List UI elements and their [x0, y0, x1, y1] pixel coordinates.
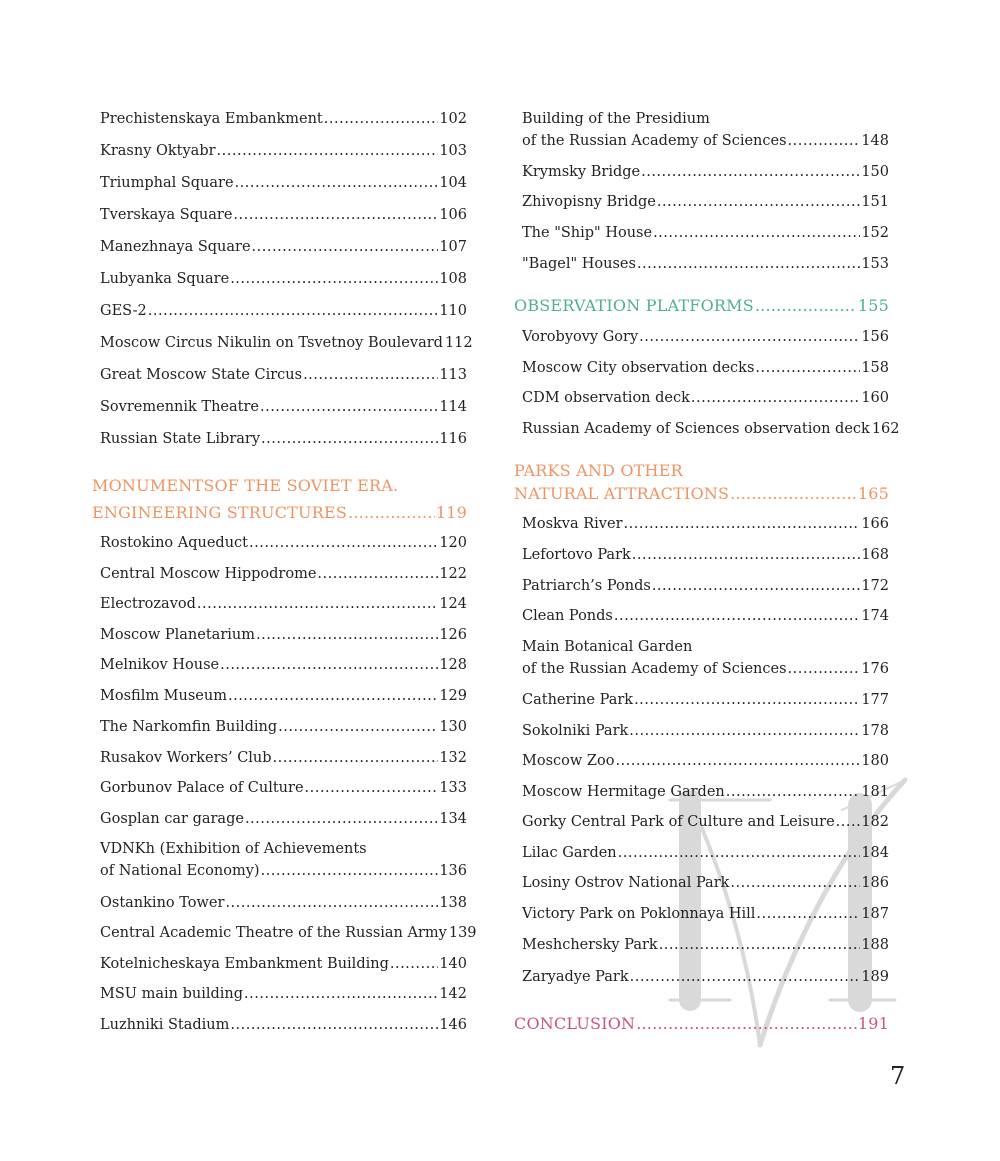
entry-page: 160	[861, 390, 889, 406]
leader-dots	[755, 357, 860, 379]
entry-page: 106	[439, 207, 467, 223]
entry-page: 184	[861, 845, 889, 861]
leader-dots	[624, 513, 861, 535]
toc-entry[interactable]	[522, 513, 889, 535]
entry-title: Mosfilm Museum	[100, 688, 227, 704]
leader-dots	[230, 268, 438, 290]
entry-page: 113	[439, 367, 467, 383]
entry-title: Russian Academy of Sciences observation deck	[522, 421, 870, 437]
leader-dots	[614, 605, 860, 627]
leader-dots	[755, 292, 857, 319]
entry-page: 150	[861, 164, 889, 180]
leader-dots	[235, 172, 439, 194]
section-title-line1: MONUMENTSOF THE SOVIET ERA.	[92, 476, 399, 495]
entry-page: 116	[439, 431, 467, 447]
entry-title: MSU main building	[100, 986, 244, 1002]
page-number: 7	[890, 1062, 906, 1090]
toc-entry[interactable]	[100, 838, 467, 882]
entry-page: 156	[861, 329, 889, 345]
leader-dots	[148, 300, 439, 322]
entry-title: Rostokino Aqueduct	[100, 535, 248, 551]
entry-page: 172	[861, 578, 889, 594]
entry-title: GES-2	[100, 303, 147, 319]
leader-dots	[726, 781, 861, 803]
toc-entry[interactable]	[522, 253, 889, 275]
entry-title: CDM observation deck	[522, 390, 690, 406]
section-title-line1: PARKS AND OTHER	[514, 461, 683, 480]
entry-page: 166	[861, 516, 889, 532]
entry-title: Sovremennik Theatre	[100, 399, 259, 415]
toc-entry[interactable]	[100, 332, 473, 354]
section-page: 155	[857, 296, 889, 315]
toc-entry[interactable]	[100, 532, 467, 554]
entry-page: 133	[439, 780, 467, 796]
entry-page: 189	[861, 969, 889, 985]
toc-entry[interactable]	[100, 922, 477, 944]
leader-dots	[249, 532, 438, 554]
toc-entry[interactable]	[522, 222, 889, 244]
entry-title: Gorky Central Park of Culture and Leisure	[522, 814, 835, 830]
entry-title: Luzhniki Stadium	[100, 1017, 230, 1033]
entry-page: 180	[861, 753, 889, 769]
section-heading-conclusion[interactable]	[514, 1010, 889, 1037]
toc-entry[interactable]	[522, 872, 889, 894]
leader-dots	[261, 860, 439, 882]
section-title-line1: OBSERVATION PLATFORMS	[514, 296, 754, 315]
entry-title: Sokolniki Park	[522, 723, 629, 739]
leader-dots	[256, 624, 438, 646]
entry-page: 120	[439, 535, 467, 551]
entry-title: The Narkomfin Building	[100, 719, 278, 735]
entry-title: Rusakov Workers’ Club	[100, 750, 272, 766]
toc-entry[interactable]	[100, 654, 467, 676]
leader-dots	[653, 222, 860, 244]
entry-page: 114	[439, 399, 467, 415]
entry-page: 178	[861, 723, 889, 739]
leader-dots	[348, 499, 435, 526]
leader-dots	[244, 983, 438, 1005]
entry-title: Melnikov House	[100, 657, 220, 673]
toc-entry[interactable]	[100, 777, 467, 799]
toc-entry[interactable]	[100, 236, 467, 258]
toc-entry[interactable]	[100, 300, 467, 322]
section-heading-parks[interactable]	[514, 457, 889, 507]
leader-dots	[230, 1014, 438, 1036]
entry-page: 122	[439, 566, 467, 582]
entry-title-line1: Building of the Presidium	[522, 111, 710, 127]
leader-dots	[691, 387, 860, 409]
entry-title: Krasny Oktyabr	[100, 143, 216, 159]
entry-title: Russian State Library	[100, 431, 261, 447]
toc-entry[interactable]	[100, 892, 467, 914]
leader-dots	[252, 236, 439, 258]
entry-title-line1: Main Botanical Garden	[522, 639, 693, 655]
entry-title: The "Ship" House	[522, 225, 653, 241]
toc-entry[interactable]	[522, 966, 889, 988]
leader-dots	[730, 480, 857, 507]
entry-title: Gosplan car garage	[100, 811, 244, 827]
entry-title: Krymsky Bridge	[522, 164, 641, 180]
leader-dots	[220, 654, 438, 676]
entry-title: Victory Park on Poklonnaya Hill	[522, 906, 756, 922]
toc-entry[interactable]	[100, 108, 467, 130]
entry-title: Zaryadye Park	[522, 969, 629, 985]
entry-title: Triumphal Square	[100, 175, 234, 191]
leader-dots	[634, 689, 860, 711]
section-title-line1: CONCLUSION	[514, 1014, 636, 1033]
entry-page: 151	[861, 194, 889, 210]
leader-dots	[756, 903, 860, 925]
leader-dots	[639, 326, 860, 348]
entry-title: Electrozavod	[100, 596, 196, 612]
leader-dots	[273, 747, 439, 769]
toc-entry[interactable]	[522, 636, 889, 680]
leader-dots	[836, 811, 861, 833]
entry-page: 107	[439, 239, 467, 255]
toc-entry[interactable]	[100, 953, 467, 975]
toc-entry[interactable]	[522, 605, 889, 627]
entry-page: 186	[861, 875, 889, 891]
entry-page: 103	[439, 143, 467, 159]
leader-dots	[641, 161, 860, 183]
entry-page: 139	[448, 925, 477, 941]
toc-entry[interactable]	[100, 268, 467, 290]
leader-dots	[637, 253, 860, 275]
entry-page: 174	[861, 608, 889, 624]
toc-entry[interactable]	[522, 781, 889, 803]
leader-dots	[303, 364, 438, 386]
toc-entry[interactable]	[100, 172, 467, 194]
entry-title: Clean Ponds	[522, 608, 613, 624]
toc-entry[interactable]	[522, 842, 889, 864]
entry-page: 138	[439, 895, 467, 911]
toc-entry[interactable]	[522, 903, 889, 925]
entry-title: Meshchersky Park	[522, 937, 658, 953]
leader-dots	[632, 544, 861, 566]
leader-dots	[197, 593, 438, 615]
leader-dots	[317, 563, 438, 585]
entry-title: Moscow City observation decks	[522, 360, 755, 376]
entry-title-line1: VDNKh (Exhibition of Achievements	[100, 841, 367, 857]
entry-page: 182	[861, 814, 889, 830]
section-heading-observation[interactable]	[514, 292, 889, 319]
entry-title: Vorobyovy Gory	[522, 329, 639, 345]
entry-page: 104	[439, 175, 467, 191]
toc-entry[interactable]	[100, 396, 467, 418]
leader-dots	[615, 750, 860, 772]
entry-page: 110	[439, 303, 467, 319]
entry-title: Prechistenskaya Embankment	[100, 111, 323, 127]
toc-entry[interactable]	[100, 624, 467, 646]
entry-title: Ostankino Tower	[100, 895, 225, 911]
toc-entry[interactable]	[522, 108, 889, 152]
entry-title: Zhivopisny Bridge	[522, 194, 656, 210]
entry-title: Catherine Park	[522, 692, 634, 708]
entry-title: Moskva River	[522, 516, 623, 532]
entry-page: 124	[439, 596, 467, 612]
entry-title: Moscow Circus Nikulin on Tsvetnoy Boulevard	[100, 335, 443, 351]
entry-page: 158	[861, 360, 889, 376]
toc-entry[interactable]	[522, 689, 889, 711]
leader-dots	[788, 130, 861, 152]
leader-dots	[278, 716, 438, 738]
toc-entry[interactable]	[522, 418, 900, 440]
leader-dots	[657, 191, 860, 213]
entry-page: 112	[444, 335, 473, 351]
entry-title: Kotelnicheskaya Embankment Building	[100, 956, 389, 972]
entry-page: 102	[439, 111, 467, 127]
toc-entry[interactable]	[522, 544, 889, 566]
entry-page: 130	[439, 719, 467, 735]
entry-page: 188	[861, 937, 889, 953]
entry-title: Moscow Planetarium	[100, 627, 255, 643]
entry-title: Great Moscow State Circus	[100, 367, 303, 383]
entry-title: Lilac Garden	[522, 845, 617, 861]
entry-title: Moscow Hermitage Garden	[522, 784, 725, 800]
leader-dots	[636, 1010, 857, 1037]
leader-dots	[260, 396, 438, 418]
toc-entry[interactable]	[522, 357, 889, 379]
toc-entry[interactable]	[100, 204, 467, 226]
section-title-line2: ENGINEERING STRUCTURES	[92, 503, 348, 522]
entry-title: Losiny Ostrov National Park	[522, 875, 730, 891]
entry-page: 162	[871, 421, 900, 437]
toc-entry[interactable]	[522, 720, 889, 742]
entry-title: Manezhnaya Square	[100, 239, 251, 255]
entry-page: 168	[861, 547, 889, 563]
toc-entry[interactable]	[522, 934, 889, 956]
leader-dots	[618, 842, 861, 864]
entry-page: 142	[439, 986, 467, 1002]
toc-entry[interactable]	[100, 593, 467, 615]
entry-title: of National Economy)	[100, 863, 260, 879]
entry-page: 129	[439, 688, 467, 704]
toc-entry[interactable]	[100, 428, 467, 450]
toc-entry[interactable]	[100, 364, 467, 386]
leader-dots	[233, 204, 438, 226]
section-page: 191	[857, 1014, 889, 1033]
toc-entry[interactable]	[522, 161, 889, 183]
entry-title: Central Moscow Hippodrome	[100, 566, 317, 582]
section-page: 165	[857, 484, 889, 503]
leader-dots	[225, 892, 438, 914]
entry-title: Gorbunov Palace of Culture	[100, 780, 304, 796]
toc-entry[interactable]	[100, 716, 467, 738]
entry-page: 153	[861, 256, 889, 272]
leader-dots	[630, 966, 861, 988]
leader-dots	[652, 575, 861, 597]
leader-dots	[305, 777, 439, 799]
entry-page: 187	[861, 906, 889, 922]
entry-page: 132	[439, 750, 467, 766]
toc-entry[interactable]	[522, 191, 889, 213]
section-page: 119	[435, 503, 467, 522]
entry-title: "Bagel" Houses	[522, 256, 636, 272]
leader-dots	[217, 140, 439, 162]
entry-title: of the Russian Academy of Sciences	[522, 661, 787, 677]
toc-entry[interactable]	[100, 1014, 467, 1036]
entry-page: 140	[439, 956, 467, 972]
entry-title: Lefortovo Park	[522, 547, 631, 563]
entry-page: 128	[439, 657, 467, 673]
entry-title: of the Russian Academy of Sciences	[522, 133, 787, 149]
entry-page: 181	[861, 784, 889, 800]
toc-entry[interactable]	[100, 747, 467, 769]
entry-page: 134	[439, 811, 467, 827]
toc-entry[interactable]	[100, 685, 467, 707]
leader-dots	[730, 872, 860, 894]
leader-dots	[788, 658, 861, 680]
leader-dots	[629, 720, 860, 742]
leader-dots	[245, 808, 438, 830]
entry-page: 177	[861, 692, 889, 708]
leader-dots	[324, 108, 439, 130]
entry-title: Lubyanka Square	[100, 271, 230, 287]
toc-entry[interactable]	[100, 808, 467, 830]
entry-page: 176	[861, 661, 889, 677]
entry-page: 136	[439, 863, 467, 879]
leader-dots	[261, 428, 438, 450]
entry-page: 148	[861, 133, 889, 149]
leader-dots	[228, 685, 438, 707]
entry-title: Moscow Zoo	[522, 753, 615, 769]
toc-entry[interactable]	[100, 563, 467, 585]
section-heading-soviet[interactable]	[92, 472, 467, 526]
entry-page: 146	[439, 1017, 467, 1033]
toc-entry[interactable]	[522, 750, 889, 772]
entry-page: 108	[439, 271, 467, 287]
toc-entry[interactable]	[522, 575, 889, 597]
toc-entry[interactable]	[100, 983, 467, 1005]
section-title-line2: NATURAL ATTRACTIONS	[514, 484, 730, 503]
toc-entry[interactable]	[522, 326, 889, 348]
entry-title: Patriarch’s Ponds	[522, 578, 651, 594]
entry-page: 152	[861, 225, 889, 241]
toc-entry[interactable]	[100, 140, 467, 162]
toc-entry[interactable]	[522, 811, 889, 833]
toc-entry[interactable]	[522, 387, 889, 409]
leader-dots	[390, 953, 438, 975]
entry-title: Central Academic Theatre of the Russian Army	[100, 925, 447, 941]
entry-title: Tverskaya Square	[100, 207, 233, 223]
entry-page: 126	[439, 627, 467, 643]
leader-dots	[659, 934, 861, 956]
